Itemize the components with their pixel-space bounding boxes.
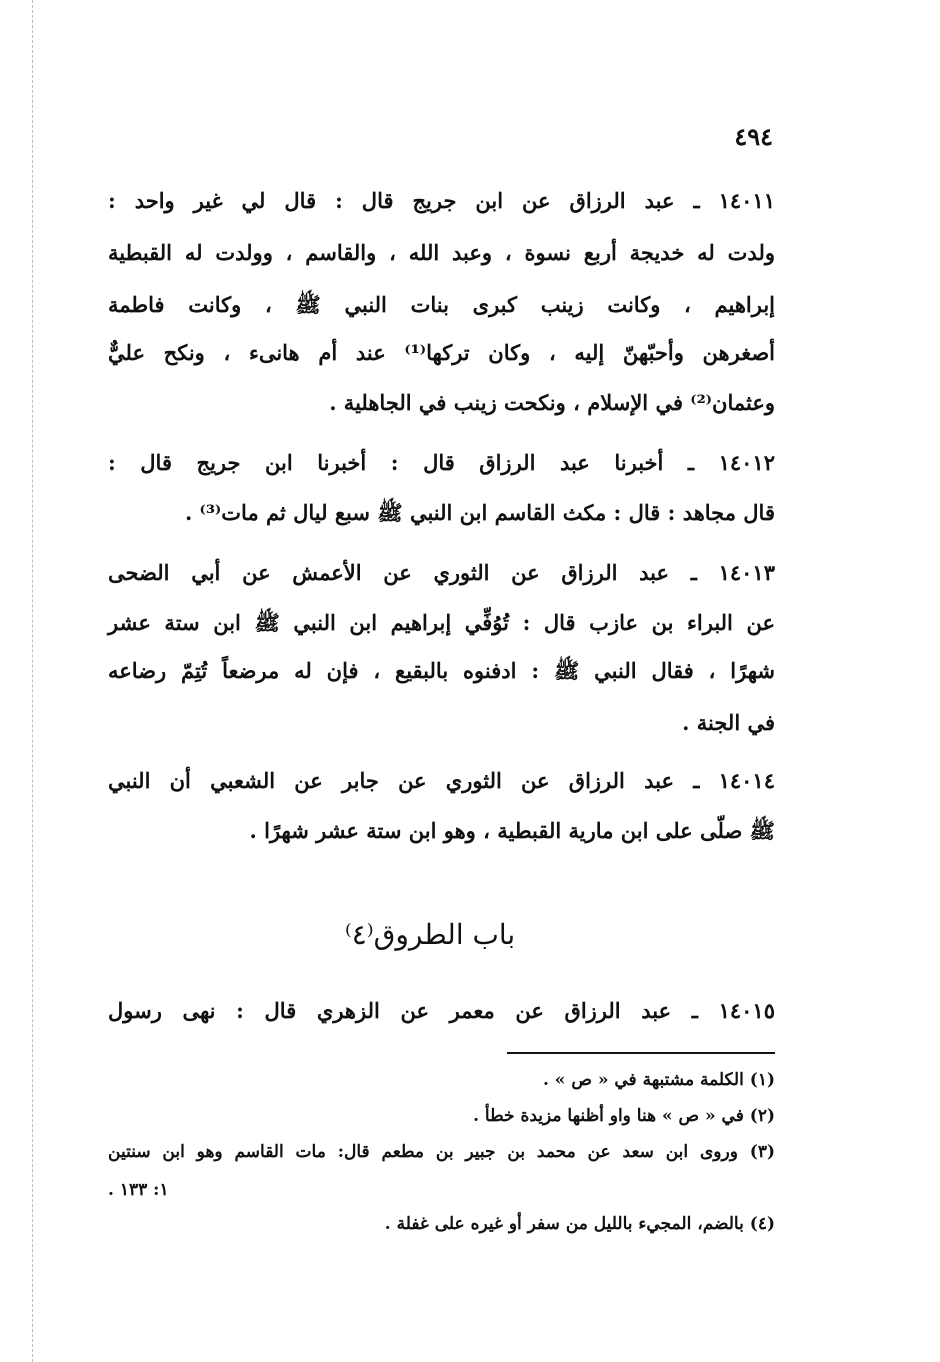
hadith-14011-line-4: أصغرهن وأحبّهنّ إليه ، وكان تركها⁽¹⁾ عند أم هانىء ، ونكح عليٌّ (108, 340, 775, 365)
hadith-14011-line-2: ولدت له خديجة أربع نسوة ، وعبد الله ، والقاسم ، وولدت له القبطية (108, 240, 775, 265)
page-number: ٤٩٤ (734, 122, 773, 151)
hadith-14013-line-3: شهرًا ، فقال النبي ﷺ : ادفنوه بالبقيع ، فإن له مرضعاً تُتِمّ رضاعه (108, 658, 775, 683)
footnote-3: (٣) وروى ابن سعد عن محمد بن جبير بن مطعم قال: مات القاسم وهو ابن سنتين (108, 1142, 775, 1162)
hadith-14014-line-2: ﷺ صلّى على ابن مارية القبطية ، وهو ابن ستة عشر شهرًا . (249, 818, 775, 843)
page-edge-dashes (32, 0, 33, 1362)
hadith-14014-line-1: ١٤٠١٤ ـ عبد الرزاق عن الثوري عن جابر عن الشعبي أن النبي (108, 768, 775, 793)
footnote-1: (١) الكلمة مشتبهة في « ص » . (542, 1070, 775, 1090)
hadith-14012-line-1: ١٤٠١٢ ـ أخبرنا عبد الرزاق قال : أخبرنا ابن جريج قال : (108, 450, 775, 475)
hadith-14011-line-5: وعثمان⁽²⁾ في الإسلام ، ونكحت زينب في الجاهلية . (329, 390, 775, 415)
footnote-2: (٢) في « ص » هنا واو أظنها مزيدة خطأ . (473, 1106, 775, 1126)
hadith-14013-line-2: عن البراء بن عازب قال : تُوُفِّي إبراهيم ابن النبي ﷺ ابن ستة عشر (108, 610, 775, 635)
hadith-14013-line-1: ١٤٠١٣ ـ عبد الرزاق عن الثوري عن الأعمش عن أبي الضحى (108, 560, 775, 585)
hadith-14011-line-1: ١٤٠١١ ـ عبد الرزاق عن ابن جريج قال : قال لي غير واحد : (108, 188, 775, 213)
hadith-14013-line-4: في الجنة . (682, 710, 775, 735)
footnote-separator (507, 1052, 775, 1054)
hadith-14012-line-2: قال مجاهد : قال : مكث القاسم ابن النبي ﷺ سبع ليال ثم مات⁽³⁾ . (184, 500, 775, 525)
hadith-14015-line-1: ١٤٠١٥ ـ عبد الرزاق عن معمر عن الزهري قال : نهى رسول (108, 998, 775, 1023)
hadith-14011-line-3: إبراهيم ، وكانت زينب كبرى بنات النبي ﷺ ، وكانت فاطمة (108, 292, 775, 317)
footnote-4: (٤) بالضم، المجيء بالليل من سفر أو غيره على غفلة . (384, 1214, 775, 1234)
section-heading: باب الطروق⁽٤⁾ (344, 918, 516, 951)
footnote-3-continuation: ١: ١٣٣ . (108, 1180, 169, 1200)
